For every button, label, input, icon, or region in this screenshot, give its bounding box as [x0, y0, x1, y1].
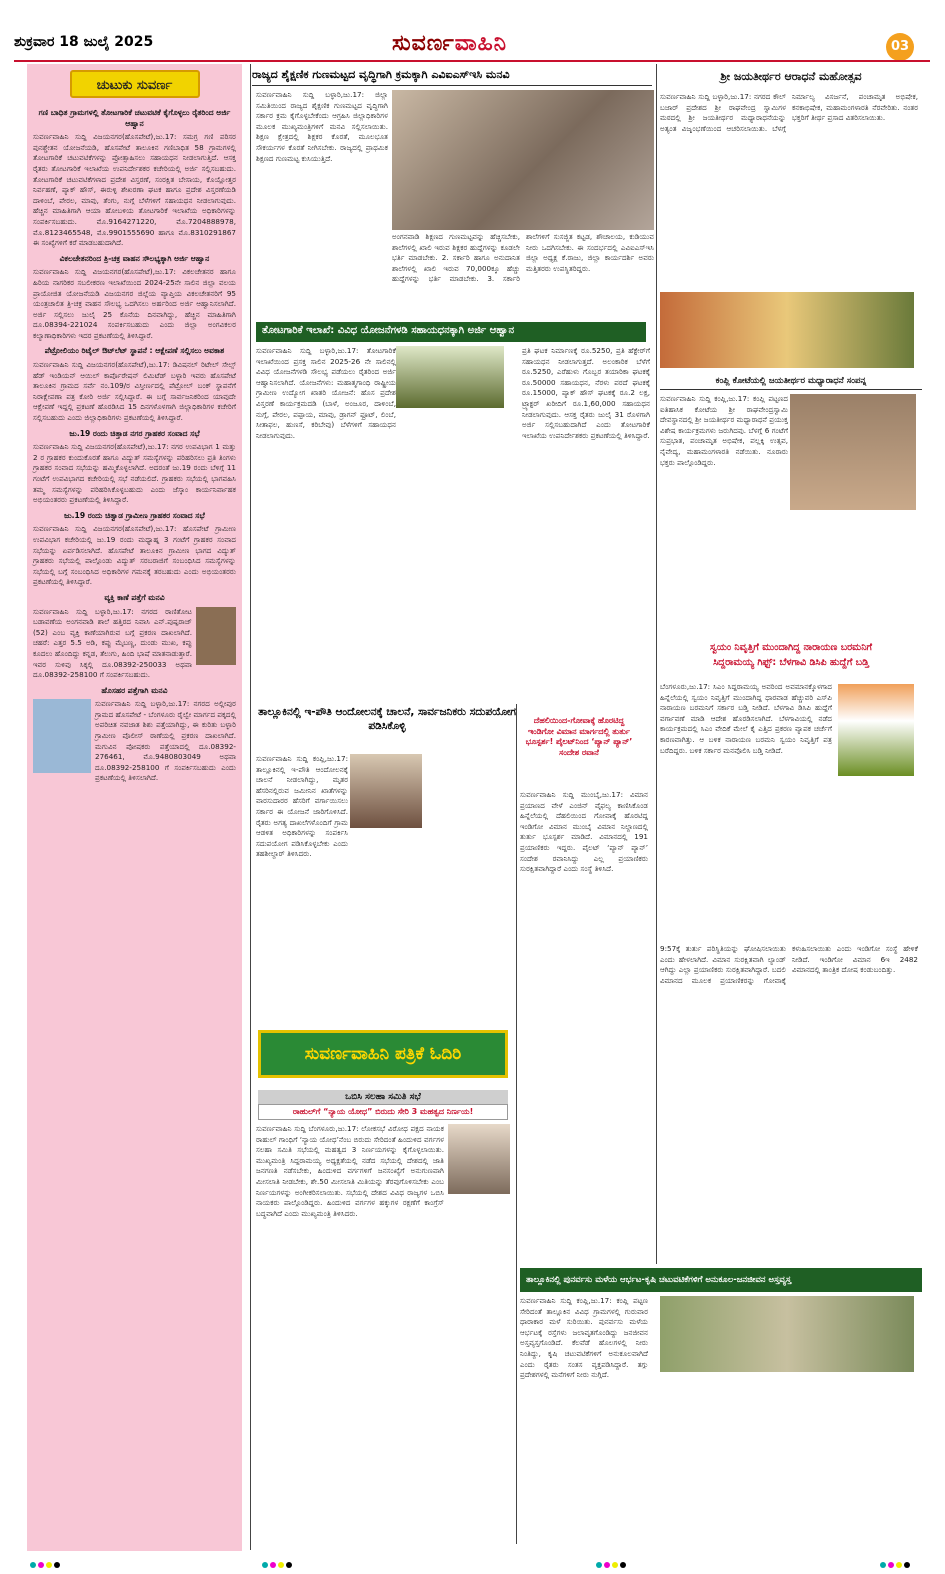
epouthi-headline: ತಾಲ್ಲೂಕಿನಲ್ಲಿ ಇ-ಪೌತಿ ಆಂದೋಲನಕ್ಕೆ ಚಾಲನೆ, ಸಾರ್ವಜನಿಕರು ಸದುಪಯೋಗ ಪಡಿಸಿಕೊಳ್ಳಿ [258, 706, 516, 732]
article-text: ಸುವರ್ಣವಾಹಿನಿ ಸುದ್ದಿ ವಿಜಯನಗರ(ಹೊಸಪೇಟೆ),ಜು.17: ನಗರ ಉಪವಿಭಾಗ 1 ಮತ್ತು 2 ರ ಗ್ರಾಹಕರ ಕುಂದುಕೊರತೆ ಹಾಗೂ ವಿದ್ಯುತ್ ಸಮಸ್ಯೆಗಳನ್ನು ಪರಿಹರಿಸಲು ಪ್ರತಿ ತಿಂಗಳು ಗ್ರಾಹಕರ ಸಂವಾದ ಸಭೆಯನ್ನು ಹಮ್ಮಿಕೊಳ್ಳಲಾಗಿದೆ. ಅದರಂತೆ ಜು.19 ರಂದು ಬೆಳಿಗ್ಗೆ 11 ಗಂಟೆಗೆ ಉಪವಿಭಾಗದ ಕಚೇರಿಯಲ್ಲಿ ಸಭೆ ನಡೆಯಲಿದೆ. ಗ್ರಾಹಕರು ಸಭೆಯಲ್ಲಿ ಭಾಗವಹಿಸಿ ತಮ್ಮ ಸಮಸ್ಯೆಗಳನ್ನು ಪರಿಹರಿಸಿಕೊಳ್ಳಬಹುದು ಎಂದು ಜೆಸ್ಕಾಂ ಕಾರ್ಯನಿರ್ವಾಹಕ ಅಭಿಯಂತರರು ಪ್ರಕಟಣೆಯಲ್ಲಿ ತಿಳಿಸಿದ್ದಾರೆ. [33, 442, 236, 505]
headline: ವಿಕಲಚೇತನರಿಂದ ತ್ರಿ-ಚಕ್ರ ವಾಹನ ಸೌಲಭ್ಯಕ್ಕಾಗಿ ಅರ್ಜಿ ಆಹ್ವಾನ [59, 253, 210, 263]
indigo-headline: ದೆಹಲಿಯಿಂದ-ಗೋವಾಕ್ಕೆ ಹೊರಟಿದ್ದ ಇಂಡಿಗೋ ವಿಮಾನ ಮಾರ್ಗದಲ್ಲಿ ತುರ್ತು ಭೂಸ್ಪರ್ಶ! ಪೈಲಟ್‌ನಿಂದ ‘ಪ್ಯಾನ್ ಪ್ಯಾನ್’ ಸಂದೇಶ ರವಾನೆ [525, 716, 633, 757]
article-text: ಸುವರ್ಣವಾಹಿನಿ ಸುದ್ದಿ ವಿಜಯನಗರ(ಹೊಸಪೇಟೆ),ಜು.17: ಹೊಸಪೇಟೆ ಗ್ರಾಮೀಣ ಉಪವಿಭಾಗ ಕಚೇರಿಯಲ್ಲಿ ಜು.19 ರಂದು ಮಧ್ಯಾಹ್ನ 3 ಗಂಟೆಗೆ ಗ್ರಾಹಕರ ಸಂವಾದ ಸಭೆಯನ್ನು ಏರ್ಪಡಿಸಲಾಗಿದೆ. ಹೊಸಪೇಟೆ ತಾಲೂಕಿನ ಗ್ರಾಮೀಣ ಭಾಗದ ವಿದ್ಯುತ್ ಗ್ರಾಹಕರು ಸಭೆಯಲ್ಲಿ ಪಾಲ್ಗೊಂಡು ವಿದ್ಯುತ್ ಸರಬರಾಜಿಗೆ ಸಂಬಂಧಿಸಿದ ಸಮಸ್ಯೆಗಳನ್ನು ಸಭೆಯಲ್ಲಿ ಬಗ್ಗೆ ಸಂಬಂಧಿಸಿದ ಅಧಿಕಾರಿಗಳ ಗಮನಕ್ಕೆ ತರಬಹುದು ಎಂದು ಅಭಿಯಂತರರು ಪ್ರಕಟಣೆಯಲ್ಲಿ ತಿಳಿಸಿದ್ದಾರೆ. [33, 524, 236, 587]
officer-photo [350, 754, 422, 828]
headline: ಜು.19 ರಂದು ಚಿತ್ತಾಡ ನಗರ ಗ್ರಾಹಕರ ಸಂವಾದ ಸಭೆ [69, 428, 200, 438]
headline: ಹೊಸಹರ ಪತ್ತೆಗಾಗಿ ಮನವಿ [101, 685, 168, 695]
brief-news-body [27, 104, 242, 1544]
temple-photo [790, 394, 916, 510]
print-registration-marks [880, 1562, 910, 1568]
horticulture-headline: ತೋಟಗಾರಿಕೆ ಇಲಾಖೆ: ವಿವಿಧ ಯೋಜನೆಗಳಡಿ ಸಹಾಯಧನಕ್ಕಾಗಿ ಅರ್ಜಿ ಆಹ್ವಾನ [256, 322, 646, 342]
article-text: ಸುವರ್ಣವಾಹಿನಿ ಸುದ್ದಿ ವಿಜಯನಗರ(ಹೊಸಪೇಟೆ),ಜು.17: ಡಿವಿಷನಲ್ ರಿಟೇಲ್ ಸೇಲ್ಸ್ ಹೆಡ್ ಇಂಡಿಯನ್ ಆಯಿಲ್ ಕಾರ್ಪೊರೇಷನ್ ಲಿಮಿಟೆಡ್ ಬಳ್ಳಾರಿ ಇವರು ಹೊಸಪೇಟೆ ತಾಲೂಕಿನ ಗ್ರಾಮದ ಸರ್ವೆ ನಂ.109/ರ ವಿಸ್ತೀರ್ಣದಲ್ಲಿ ಪೆಟ್ರೋಲ್ ಬಂಕ್ ಸ್ಥಾಪನೆಗೆ ನಿರಾಕ್ಷೇಪಣಾ ಪತ್ರ ಕೋರಿ ಅರ್ಜಿ ಸಲ್ಲಿಸಿದ್ದಾರೆ. ಈ ಬಗ್ಗೆ ಸಾರ್ವಜನಿಕರಿಂದ ಯಾವುದೇ ಆಕ್ಷೇಪಣೆ ಇದ್ದಲ್ಲಿ ಪ್ರಕಟಣೆ ಹೊರಡಿಸಿದ 15 ದಿನಗಳೊಳಗಾಗಿ ಜಿಲ್ಲಾಧಿಕಾರಿಗಳ ಕಚೇರಿಗೆ ಸಲ್ಲಿಸಬಹುದು ಎಂದು ಜಿಲ್ಲಾಧಿಕಾರಿಗಳು ಪ್ರಕಟಣೆಯಲ್ಲಿ ತಿಳಿಸಿದ್ದಾರೆ. [33, 360, 236, 423]
dcp-photo [838, 684, 914, 776]
masthead [0, 0, 945, 64]
header-divider [14, 60, 930, 62]
headline: ಗಣಿ ಬಾಧಿತ ಗ್ರಾಮಗಳಲ್ಲಿ ತೋಟಗಾರಿಕೆ ಚಟುವಟಿಕೆ ಕೈಗೊಳ್ಳಲು ರೈತರಿಂದ ಅರ್ಜಿ ಆಹ್ವಾನ [38, 108, 231, 128]
article-text: 9:57ಕ್ಕೆ ತುರ್ತು ಪರಿಸ್ಥಿತಿಯನ್ನು ಘೋಷಿಸಲಾಯಿತು ಎಂದು ಹೇಳಲಾಗಿದೆ. ವಿಮಾನ ಸುರಕ್ಷಿತವಾಗಿ ಲ್ಯಾಂಡ್ ಆಗಿದ್ದು ಎಲ್ಲಾ ಪ್ರಯಾಣಿಕರು ಸುರಕ್ಷಿತವಾಗಿದ್ದಾರೆ. ಬದಲಿ ವಿಮಾನದ ಮೂಲಕ ಪ್ರಯಾಣಿಕರನ್ನು ಗೋವಾಕ್ಕೆ ಕಳುಹಿಸಲಾಯಿತು ಎಂದು ಇಂಡಿಗೋ ಸಂಸ್ಥೆ ಹೇಳಿಕೆ ನೀಡಿದೆ. ಇಂಡಿಗೋ ವಿಮಾನ 6ಇ 2482 ವಿಮಾನದಲ್ಲಿ ತಾಂತ್ರಿಕ ದೋಷ ಕಂಡುಬಂದಿತ್ತು. [660, 944, 918, 985]
article-text: ಸುವರ್ಣವಾಹಿನಿ ಸುದ್ದಿ ಬಳ್ಳಾರಿ,ಜು.17: ಜಿಲ್ಲಾ ಸಮಿತಿಯಿಂದ ರಾಜ್ಯದ ಶೈಕ್ಷಣಿಕ ಗುಣಮಟ್ಟದ ವೃದ್ಧಿಗಾಗಿ ಸರ್ಕಾರ ಕ್ರಮ ಕೈಗೊಳ್ಳಬೇಕೆಂದು ಆಗ್ರಹಿಸಿ ಜಿಲ್ಲಾಧಿಕಾರಿಗಳ ಮೂಲಕ ಮುಖ್ಯಮಂತ್ರಿಗಳಿಗೆ ಮನವಿ ಸಲ್ಲಿಸಲಾಯಿತು. ಶಿಕ್ಷಣ ಕ್ಷೇತ್ರದಲ್ಲಿ ಶಿಕ್ಷಕರ ಕೊರತೆ, ಮೂಲಭೂತ ಸೌಕರ್ಯಗಳ ಕೊರತೆ ನೀಗಿಸಬೇಕು. ರಾಜ್ಯದಲ್ಲಿ ಪ್ರಾಥಮಿಕ ಶಿಕ್ಷಣದ ಗುಣಮಟ್ಟ ಕುಸಿಯುತ್ತಿದೆ. [256, 90, 388, 163]
article-text: ಸುವರ್ಣವಾಹಿನಿ ಸುದ್ದಿ ವಿಜಯನಗರ(ಹೊಸಪೇಟೆ),ಜು.17: ವಿಕಲಚೇತನರ ಹಾಗೂ ಹಿರಿಯ ನಾಗರಿಕರ ಸಬಲೀಕರಣ ಇಲಾಖೆಯಿಂದ 2024-25ನೇ ಸಾಲಿನ ಜಿಲ್ಲಾ ವಲಯ ಪ್ರಾಯೋಜಿತ ಯೋಜನೆಯಡಿ ವಿಜಯನಗರ ಜಿಲ್ಲೆಯ ವ್ಯಾಪ್ತಿಯ ವಿಕಲಚೇತನರಿಗೆ 95 ಯಂತ್ರಚಾಲಿತ ತ್ರಿ-ಚಕ್ರ ವಾಹನ ಸೌಲಭ್ಯ ಒದಗಿಸಲು ಅರ್ಹರಿಂದ ಅರ್ಜಿ ಆಹ್ವಾನಿಸಲಾಗಿದೆ. ಅರ್ಜಿ ಸಲ್ಲಿಸಲು ಜುಲೈ 25 ಕೊನೆಯ ದಿನವಾಗಿದ್ದು, ಹೆಚ್ಚಿನ ಮಾಹಿತಿಗಾಗಿ ದೂ.08394-221024 ಸಂಪರ್ಕಿಸಬಹುದು ಎಂದು ಜಿಲ್ಲಾ ಅಂಗವಿಕಲರ ಕಲ್ಯಾಣಾಧಿಕಾರಿಗಳು ಇದರ ಪ್ರಕಟಣೆಯಲ್ಲಿ ತಿಳಿಸಿದ್ದಾರೆ. [33, 267, 236, 340]
missing-person-photo [196, 607, 236, 665]
column-rule [250, 64, 251, 1550]
article-text: ಸುವರ್ಣವಾಹಿನಿ ಸುದ್ದಿ ಬಳ್ಳಾರಿ,ಜು.17: ನಗರದ ಕೌಲ್ ಬಜಾರ್ ಪ್ರದೇಶದ ಶ್ರೀ ರಾಘವೇಂದ್ರ ಸ್ವಾಮಿಗಳ ಮಠದಲ್ಲಿ ಶ್ರೀ ಜಯತೀರ್ಥರ ಮಧ್ಯಾರಾಧನೆಯನ್ನು ಅತ್ಯಂತ ವಿಜೃಂಭಣೆಯಿಂದ ಆಚರಿಸಲಾಯಿತು. ಬೆಳಗ್ಗೆ ನಿರ್ಮಾಲ್ಯ ವಿಸರ್ಜನೆ, ಪಂಚಾಮೃತ ಅಭಿಷೇಕ, ಕನಕಾಭಿಷೇಕ, ಮಹಾಮಂಗಳಾರತಿ ನೆರವೇರಿತು. ನಂತರ ಭಕ್ತರಿಗೆ ತೀರ್ಥ ಪ್ರಸಾದ ವಿತರಿಸಲಾಯಿತು. [660, 92, 918, 133]
promotion-headline: ಸ್ವಯಂ ನಿವೃತ್ತಿಗೆ ಮುಂದಾಗಿದ್ದ ನಾರಾಯಣ ಬರಮನಿಗೆ ಸಿದ್ದರಾಮಯ್ಯ ಗಿಫ್ಟ್: ಬೆಳಗಾವಿ ಡಿಸಿಪಿ ಹುದ್ದೆಗೆ ಬಡ್ತಿ [710, 642, 872, 668]
newspaper-logo: ಸುವರ್ಣವಾಹಿನಿ [392, 30, 508, 56]
headline: ಜು.19 ರಂದು ಚಿತ್ವಾಡ ಗ್ರಾಮೀಣ ಗ್ರಾಹಕರ ಸಂವಾದ ಸಭೆ [64, 510, 205, 520]
article-text: ಸುವರ್ಣವಾಹಿನಿ ಸುದ್ದಿ ಕಂಪ್ಲಿ,ಜು.17: ಕಂಪ್ಲಿ ಪಟ್ಟಣದ ಐತಿಹಾಸಿಕ ಕೋಟೆಯ ಶ್ರೀ ರಾಘವೇಂದ್ರಸ್ವಾಮಿ ದೇವಸ್ಥಾನದಲ್ಲಿ ಶ್ರೀ ಜಯತೀರ್ಥರ ಮಧ್ಯಾರಾಧನೆ ಪ್ರಯುಕ್ತ ವಿಶೇಷ ಕಾರ್ಯಕ್ರಮಗಳು ಜರುಗಿದವು. ಬೆಳಗ್ಗೆ 6 ಗಂಟೆಗೆ ಸುಪ್ರಭಾತ, ಪಂಚಾಮೃತ ಅಭಿಷೇಕ, ಪಲ್ಲಕ್ಕಿ ಉತ್ಸವ, ನೈವೇದ್ಯ, ಮಹಾಮಂಗಳಾರತಿ ನಡೆಯಿತು. ನೂರಾರು ಭಕ್ತರು ಪಾಲ್ಗೊಂಡಿದ್ದರು. [660, 394, 788, 467]
article-text: ಸುವರ್ಣವಾಹಿನಿ ಸುದ್ದಿ ಕಂಪ್ಲಿ,ಜು.17: ಕಂಪ್ಲಿ ಪಟ್ಟಣ ಸೇರಿದಂತೆ ತಾಲ್ಲೂಕಿನ ವಿವಿಧ ಗ್ರಾಮಗಳಲ್ಲಿ ಗುರುವಾರ ಧಾರಾಕಾರ ಮಳೆ ಸುರಿಯಿತು. ಪುನರ್ವಸು ಮಳೆಯ ಆರ್ಭಟಕ್ಕೆ ರಸ್ತೆಗಳು ಜಲಾವೃತಗೊಂಡಿದ್ದು ಜನಜೀವನ ಅಸ್ತವ್ಯಸ್ತಗೊಂಡಿದೆ. ಕೆಲವೆಡೆ ಹೊಲಗಳಲ್ಲಿ ನೀರು ನಿಂತಿದ್ದು, ಕೃಷಿ ಚಟುವಟಿಕೆಗಳಿಗೆ ಅನುಕೂಲವಾಗಿದೆ ಎಂದು ರೈತರು ಸಂತಸ ವ್ಯಕ್ತಪಡಿಸಿದ್ದಾರೆ. ತಗ್ಗು ಪ್ರದೇಶಗಳಲ್ಲಿ ಮನೆಗಳಿಗೆ ನೀರು ನುಗ್ಗಿದೆ. [520, 1296, 648, 1380]
column-rule [656, 64, 657, 1264]
rain-photo [660, 1296, 914, 1372]
obc-headline: ಒಬಿಸಿ ಸಲಹಾ ಸಮಿತಿ ಸಭೆ ರಾಹುಲ್‌ಗೆ “ನ್ಯಾಯ ಯೋಧ” ಬಿರುದು ಸೇರಿ 3 ಮಹತ್ವದ ನಿರ್ಣಯ! [258, 1090, 508, 1118]
column-rule [516, 704, 517, 1544]
aradhane-photo [660, 292, 914, 368]
article-text: ಸುವರ್ಣವಾಹಿನಿ ಸುದ್ದಿ ಮುಂಬೈ,ಜು.17: ವಿಮಾನ ಪ್ರಯಾಣದ ವೇಳೆ ಎಂಜಿನ್ ವೈಫಲ್ಯ ಕಾಣಿಸಿಕೊಂಡ ಹಿನ್ನೆಲೆಯಲ್ಲಿ ದೆಹಲಿಯಿಂದ ಗೋವಾಕ್ಕೆ ಹೊರಟಿದ್ದ ಇಂಡಿಗೋ ವಿಮಾನ ಮುಂಬೈ ವಿಮಾನ ನಿಲ್ದಾಣದಲ್ಲಿ ತುರ್ತು ಭೂಸ್ಪರ್ಶ ಮಾಡಿದೆ. ವಿಮಾನದಲ್ಲಿ 191 ಪ್ರಯಾಣಿಕರು ಇದ್ದರು. ಪೈಲಟ್ ‘ಪ್ಯಾನ್ ಪ್ಯಾನ್’ ಸಂದೇಶ ರವಾನಿಸಿದ್ದು ಎಲ್ಲ ಪ್ರಯಾಣಿಕರು ಸುರಕ್ಷಿತವಾಗಿದ್ದಾರೆ ಎಂದು ಸಂಸ್ಥೆ ತಿಳಿಸಿದೆ. [520, 790, 648, 874]
article-text: ಸುವರ್ಣವಾಹಿನಿ ಸುದ್ದಿ ಬೆಂಗಳೂರು,ಜು.17: ಲೋಕಸಭೆ ವಿರೋಧ ಪಕ್ಷದ ನಾಯಕ ರಾಹುಲ್ ಗಾಂಧಿಗೆ ‘ನ್ಯಾಯ ಯೋಧ’ನೆಂಬ ಬಿರುದು ಸೇರಿದಂತೆ ಹಿಂದುಳಿದ ವರ್ಗಗಳ ಸಲಹಾ ಸಮಿತಿ ಸಭೆಯಲ್ಲಿ ಮಹತ್ವದ 3 ನಿರ್ಣಯಗಳನ್ನು ಕೈಗೊಳ್ಳಲಾಯಿತು. ಮುಖ್ಯಮಂತ್ರಿ ಸಿದ್ದರಾಮಯ್ಯ ಅಧ್ಯಕ್ಷತೆಯಲ್ಲಿ ನಡೆದ ಸಭೆಯಲ್ಲಿ ದೇಶದಲ್ಲಿ ಜಾತಿ ಜನಗಣತಿ ನಡೆಸಬೇಕು, ಹಿಂದುಳಿದ ವರ್ಗಗಳಿಗೆ ಜನಸಂಖ್ಯೆಗೆ ಅನುಗುಣವಾಗಿ ಮೀಸಲಾತಿ ನೀಡಬೇಕು, ಶೇ.50 ಮೀಸಲಾತಿ ಮಿತಿಯನ್ನು ತೆರವುಗೊಳಿಸಬೇಕು ಎಂಬ ನಿರ್ಣಯಗಳನ್ನು ಅಂಗೀಕರಿಸಲಾಯಿತು. ಸಭೆಯಲ್ಲಿ ದೇಶದ ವಿವಿಧ ರಾಜ್ಯಗಳ ಒಬಿಸಿ ನಾಯಕರು ಪಾಲ್ಗೊಂಡಿದ್ದರು. ಹಿಂದುಳಿದ ವರ್ಗಗಳ ಹಕ್ಕುಗಳ ರಕ್ಷಣೆಗೆ ಕಾಂಗ್ರೆಸ್ ಬದ್ಧವಾಗಿದೆ ಎಂದು ಮುಖ್ಯಮಂತ್ರಿ ತಿಳಿಸಿದರು. [256, 1124, 444, 1218]
infant-photo [33, 699, 91, 773]
headline-education: ರಾಜ್ಯದ ಶೈಕ್ಷಣಿಕ ಗುಣಮಟ್ಟದ ವೃದ್ಧಿಗಾಗಿ ಕ್ರಮಕ್ಕಾಗಿ ಎವಿಐಎಸ್‌ಇಸಿ ಮನವಿ [252, 66, 652, 86]
print-registration-marks [30, 1562, 60, 1568]
article-text: ಬೆಂಗಳೂರು,ಜು.17: ಸಿಎಂ ಸಿದ್ದರಾಮಯ್ಯ ಅವರಿಂದ ಅವಮಾನಕ್ಕೊಳಗಾದ ಹಿನ್ನೆಲೆಯಲ್ಲಿ ಸ್ವಯಂ ನಿವೃತ್ತಿಗೆ ಮುಂದಾಗಿದ್ದ ಧಾರವಾಡ ಹೆಚ್ಚುವರಿ ಎಸ್‌ಪಿ ನಾರಾಯಣ ಬರಮನಿಗೆ ಸರ್ಕಾರ ಬಡ್ತಿ ನೀಡಿದೆ. ಬೆಳಗಾವಿ ಡಿಸಿಪಿ ಹುದ್ದೆಗೆ ವರ್ಗಾವಣೆ ಮಾಡಿ ಆದೇಶ ಹೊರಡಿಸಲಾಗಿದೆ. ಬೆಳಗಾವಿಯಲ್ಲಿ ನಡೆದ ಕಾರ್ಯಕ್ರಮದಲ್ಲಿ ಸಿಎಂ ವೇದಿಕೆ ಮೇಲೆ ಕೈ ಎತ್ತಿದ ಪ್ರಕರಣ ವ್ಯಾಪಕ ಚರ್ಚೆಗೆ ಕಾರಣವಾಗಿತ್ತು. ಆ ಬಳಿಕ ನಾರಾಯಣ ಬರಮನಿ ಸ್ವಯಂ ನಿವೃತ್ತಿಗೆ ಪತ್ರ ಬರೆದಿದ್ದರು. ಬಳಿಕ ಸರ್ಕಾರ ಮನವೊಲಿಸಿ ಬಡ್ತಿ ನೀಡಿದೆ. [660, 682, 832, 755]
rahul-photo [448, 1124, 510, 1194]
kampli-headline: ಕಂಪ್ಲಿ ಕೋಟೆಯಲ್ಲಿ ಜಯತೀರ್ಥರ ಮಧ್ಯಾರಾಧನೆ ಸಂಪನ್ನ [660, 372, 922, 390]
print-registration-marks [596, 1562, 626, 1568]
print-registration-marks [262, 1562, 292, 1568]
article-text: ಸುವರ್ಣವಾಹಿನಿ ಸುದ್ದಿ ಬಳ್ಳಾರಿ,ಜು.17: ತೋಟಗಾರಿಕೆ ಇಲಾಖೆಯಿಂದ ಪ್ರಸಕ್ತ ಸಾಲಿನ 2025-26 ನೇ ಸಾಲಿನಲ್ಲಿ ವಿವಿಧ ಯೋಜನೆಗಳಡಿ ಸೌಲಭ್ಯ ಪಡೆಯಲು ರೈತರಿಂದ ಅರ್ಜಿ ಆಹ್ವಾನಿಸಲಾಗಿದೆ. ಯೋಜನೆಗಳು: ಮಹಾತ್ಮಗಾಂಧಿ ರಾಷ್ಟ್ರೀಯ ಗ್ರಾಮೀಣ ಉದ್ಯೋಗ ಖಾತರಿ ಯೋಜನೆ: ಹೊಸ ಪ್ರದೇಶ ವಿಸ್ತರಣೆ ಕಾರ್ಯಕ್ರಮದಡಿ (ಬಾಳೆ, ಅಂಜೂರ, ದಾಳಿಂಬೆ, ನುಗ್ಗೆ, ಪೇರಲ, ಪಪ್ಪಾಯ, ಮಾವು, ಡ್ರಾಗನ್ ಫ್ರೂಟ್, ಲಿಂಬೆ, ಸೀತಾಫಲ, ಹುಣಸೆ, ಕರಿಬೇವು) ಬೆಳೆಗಳಿಗೆ ಸಹಾಯಧನ ನೀಡಲಾಗುವುದು. [256, 346, 396, 440]
headline: ಪೆಟ್ರೋಲಿಯಂ ರಿಟೈಲ್ ಔಟ್‌ಲೆಟ್ ಸ್ಥಾಪನೆ : ಆಕ್ಷೇಪಣೆ ಸಲ್ಲಿಸಲು ಅವಕಾಶ [44, 346, 225, 356]
issue-date: ಶುಕ್ರವಾರ 18 ಜುಲೈ 2025 [14, 34, 154, 50]
article-text: ಸುವರ್ಣವಾಹಿನಿ ಸುದ್ದಿ ಕಂಪ್ಲಿ,ಜು.17: ತಾಲ್ಲೂಕಿನಲ್ಲಿ ಇ-ಪೌತಿ ಆಂದೋಲನಕ್ಕೆ ಚಾಲನೆ ನೀಡಲಾಗಿದ್ದು, ಮೃತರ ಹೆಸರಿನಲ್ಲಿರುವ ಜಮೀನಿನ ಖಾತೆಗಳನ್ನು ವಾರಸುದಾರರ ಹೆಸರಿಗೆ ವರ್ಗಾಯಿಸಲು ಸರ್ಕಾರ ಈ ಯೋಜನೆ ಜಾರಿಗೊಳಿಸಿದೆ. ರೈತರು ಅಗತ್ಯ ದಾಖಲೆಗಳೊಂದಿಗೆ ಗ್ರಾಮ ಆಡಳಿತ ಅಧಿಕಾರಿಗಳನ್ನು ಸಂಪರ್ಕಿಸಿ ಸದುಪಯೋಗ ಪಡಿಸಿಕೊಳ್ಳಬೇಕು ಎಂದು ತಹಶೀಲ್ದಾರ್ ತಿಳಿಸಿದರು. [256, 754, 348, 859]
headline: ವ್ಯಕ್ತಿ ಕಾಣೆ ಪತ್ತೆಗೆ ಮನವಿ [104, 592, 165, 602]
brief-news-banner: ಚುಟುಕು ಸುವರ್ಣ [70, 70, 200, 98]
article-text: ಪ್ರತಿ ಘಟಕ ನಿರ್ಮಾಣಕ್ಕೆ ರೂ.5250, ಪ್ರತಿ ಹೆಕ್ಟೇರ್‌ಗೆ ಸಹಾಯಧನ ನೀಡಲಾಗುತ್ತದೆ. ಅಲಂಕಾರಿಕ ಬೆಳೆಗೆ ರೂ.5250, ಎರೆಹುಳು ಗೊಬ್ಬರ ತಯಾರಿಕಾ ಘಟಕಕ್ಕೆ ರೂ.50000 ಸಹಾಯಧನ, ನೆರಳು ಪರದೆ ಘಟಕಕ್ಕೆ ರೂ.15000, ಪ್ಯಾಕ್ ಹೌಸ್ ಘಟಕಕ್ಕೆ ರೂ.2 ಲಕ್ಷ, ಟ್ರ್ಯಾಕ್ಟರ್ ಖರೀದಿಗೆ ರೂ.1,60,000 ಸಹಾಯಧನ ನೀಡಲಾಗುವುದು. ಆಸಕ್ತ ರೈತರು ಜುಲೈ 31 ರೊಳಗಾಗಿ ಅರ್ಜಿ ಸಲ್ಲಿಸಬಹುದಾಗಿದೆ ಎಂದು ತೋಟಗಾರಿಕೆ ಇಲಾಖೆಯ ಉಪನಿರ್ದೇಶಕರು ಪ್ರಕಟಣೆಯಲ್ಲಿ ತಿಳಿಸಿದ್ದಾರೆ. [522, 346, 650, 440]
jayatirtha-headline: ಶ್ರೀ ಜಯತೀರ್ಥರ ಆರಾಧನೆ ಮಹೋತ್ಸವ [720, 70, 862, 83]
memorandum-photo [392, 90, 654, 230]
rain-headline: ತಾಲ್ಲೂಕಿನಲ್ಲಿ ಪುನರ್ವಸು ಮಳೆಯ ಆರ್ಭಟ-ಕೃಷಿ ಚಟುವಟಿಕೆಗಳಿಗೆ ಅನುಕೂಲ-ಜನಜೀವನ ಅಸ್ತವ್ಯಸ್ತ [520, 1268, 922, 1292]
article-text: ಅಂಗನವಾಡಿ ಶಿಕ್ಷಣದ ಗುಣಮಟ್ಟವನ್ನು ಹೆಚ್ಚಿಸಬೇಕು, ಶಾಲೆಗಳಲ್ಲಿ ಖಾಲಿ ಇರುವ ಶಿಕ್ಷಕರ ಹುದ್ದೆಗಳನ್ನು ಕೂಡಲೇ ಭರ್ತಿ ಮಾಡಬೇಕು. 2. ಸರ್ಕಾರಿ ಹಾಗೂ ಅನುದಾನಿತ ಶಾಲೆಗಳಲ್ಲಿ ಖಾಲಿ ಇರುವ 70,000ಕ್ಕೂ ಹೆಚ್ಚು ಹುದ್ದೆಗಳನ್ನು ಭರ್ತಿ ಮಾಡಬೇಕು. 3. ಸರ್ಕಾರಿ ಶಾಲೆಗಳಿಗೆ ಸುಸಜ್ಜಿತ ಕಟ್ಟಡ, ಶೌಚಾಲಯ, ಕುಡಿಯುವ ನೀರು ಒದಗಿಸಬೇಕು. ಈ ಸಂದರ್ಭದಲ್ಲಿ ಎವಿಐಎಸ್‌ಇಸಿ ಜಿಲ್ಲಾ ಅಧ್ಯಕ್ಷ ಕೆ.ರಾಜು, ಜಿಲ್ಲಾ ಕಾರ್ಯದರ್ಶಿ ಅವರು ಮತ್ತಿತರರು ಉಪಸ್ಥಿತರಿದ್ದರು. [392, 232, 654, 284]
article-text: ಸುವರ್ಣವಾಹಿನಿ ಸುದ್ದಿ ಬಳ್ಳಾರಿ,ಜು.17: ನಗರದ ಅಲ್ಲೀಪುರ ಗ್ರಾಮದ ಹೊಸಪೇಟೆ - ಬೆಂಗಳೂರು ರೈಲ್ವೇ ಮಾರ್ಗದ ಪಕ್ಕದಲ್ಲಿ ಅಪರಿಚಿತ ನವಜಾತ ಶಿಶು ಪತ್ತೆಯಾಗಿದ್ದು, ಈ ಕುರಿತು ಬಳ್ಳಾರಿ ಗ್ರಾಮೀಣ ಪೊಲೀಸ್ ಠಾಣೆಯಲ್ಲಿ ಪ್ರಕರಣ ದಾಖಲಾಗಿದೆ. ಮಗುವಿನ ಪೋಷಕರು ಪತ್ತೆಯಾದಲ್ಲಿ ದೂ.08392-276461, ಮೊ.9480803049 ಅಥವಾ ದೂ.08392-258100 ಗೆ ಸಂಪರ್ಕಿಸಬಹುದು ಎಂದು ಪ್ರಕಟಣೆಯಲ್ಲಿ ತಿಳಿಸಲಾಗಿದೆ. [95, 699, 236, 783]
article-text: ಸುವರ್ಣವಾಹಿನಿ ಸುದ್ದಿ ವಿಜಯನಗರ(ಹೊಸಪೇಟೆ),ಜು.17: ಸಮಗ್ರ ಗಣಿ ಪರಿಸರ ಪುನಶ್ಚೇತನ ಯೋಜನೆಯಡಿ, ಹೊಸಪೇಟೆ ತಾಲೂಕಿನ ಗಣಿಬಾಧಿತ 58 ಗ್ರಾಮಗಳಲ್ಲಿ ತೋಟಗಾರಿಕೆ ಚಟುವಟಿಕೆಗಳನ್ನು ಪ್ರೋತ್ಸಾಹಿಸಲು ಸಹಾಯಧನ ನೀಡಲಾಗುತ್ತಿದೆ. ಆಸಕ್ತ ರೈತರು ತೋಟಗಾರಿಕೆ ಇಲಾಖೆಯ ಉಪನಿರ್ದೇಶಕರ ಕಚೇರಿಯಲ್ಲಿ ಅರ್ಜಿ ಸಲ್ಲಿಸಬಹುದು. ತೋಟಗಾರಿಕೆ ಚಟುವಟಿಕೆಗಳಾದ ಪ್ರದೇಶ ವಿಸ್ತರಣೆ, ಸಂರಕ್ಷಿತ ಬೇಸಾಯ, ಕೊಯ್ಲೋತ್ತರ ನಿರ್ವಹಣೆ, ಪ್ಯಾಕ್ ಹೌಸ್, ಈರುಳ್ಳಿ ಶೇಖರಣಾ ಘಟಕ ಹಾಗೂ ಪ್ರದೇಶ ವಿಸ್ತರಣೆಯಡಿ ದಾಳಿಂಬೆ, ಪೇರಲ, ಮಾವು, ತೆಂಗು, ನುಗ್ಗೆ ಬೆಳೆಗಳಿಗೆ ಸಹಾಯಧನ ನೀಡಲಾಗುವುದು. ಹೆಚ್ಚಿನ ಮಾಹಿತಿಗಾಗಿ ಆಯಾ ಹೋಬಳಿಯ ತೋಟಗಾರಿಕೆ ಇಲಾಖೆಯ ಅಧಿಕಾರಿಗಳನ್ನು ಸಂಪರ್ಕಿಸಬಹುದು. ಮೊ.9164271220, ಮೊ.7204888978, ಮೊ.8123465548, ಮೊ.9901555690 ಹಾಗೂ ಮೊ.8310291867 ಈ ಸಂಖ್ಯೆಗಳಿಗೆ ಕರೆ ಮಾಡಬಹುದಾಗಿದೆ. [33, 132, 236, 248]
read-newspaper-banner: ಸುವರ್ಣವಾಹಿನಿ ಪತ್ರಿಕೆ ಓದಿರಿ [258, 1030, 508, 1078]
article-text: ಸುವರ್ಣವಾಹಿನಿ ಸುದ್ದಿ ಬಳ್ಳಾರಿ,ಜು.17: ನಗರದ ರಾಣಿತೋಟ ಬಡಾವಣೆಯ ಅಂಗನವಾಡಿ ಶಾಲೆ ಹತ್ತಿರದ ನಿವಾಸಿ ಎನ್.ಪುಷ್ಪರಾಜ್ (52) ಎಂಬ ವ್ಯಕ್ತಿ ಕಾಣೆಯಾಗಿರುವ ಬಗ್ಗೆ ಪ್ರಕರಣ ದಾಖಲಾಗಿದೆ. ಚಹರೆ: ಎತ್ತರ 5.5 ಅಡಿ, ಕಪ್ಪು ಮೈಬಣ್ಣ, ದುಂಡು ಮುಖ, ಕಪ್ಪು ಕೂದಲು ಹೊಂದಿದ್ದು ಕನ್ನಡ, ತೆಲುಗು, ಹಿಂದಿ ಭಾಷೆ ಮಾತನಾಡುತ್ತಾರೆ. ಇವರ ಸುಳಿವು ಸಿಕ್ಕಲ್ಲಿ ದೂ.08392-250033 ಅಥವಾ ದೂ.08392-258100 ಗೆ ಸಂಪರ್ಕಿಸಬಹುದು. [33, 606, 192, 680]
page-number: 03 [886, 33, 914, 61]
seedling-photo [396, 346, 504, 408]
brief-news-column [27, 64, 242, 1551]
